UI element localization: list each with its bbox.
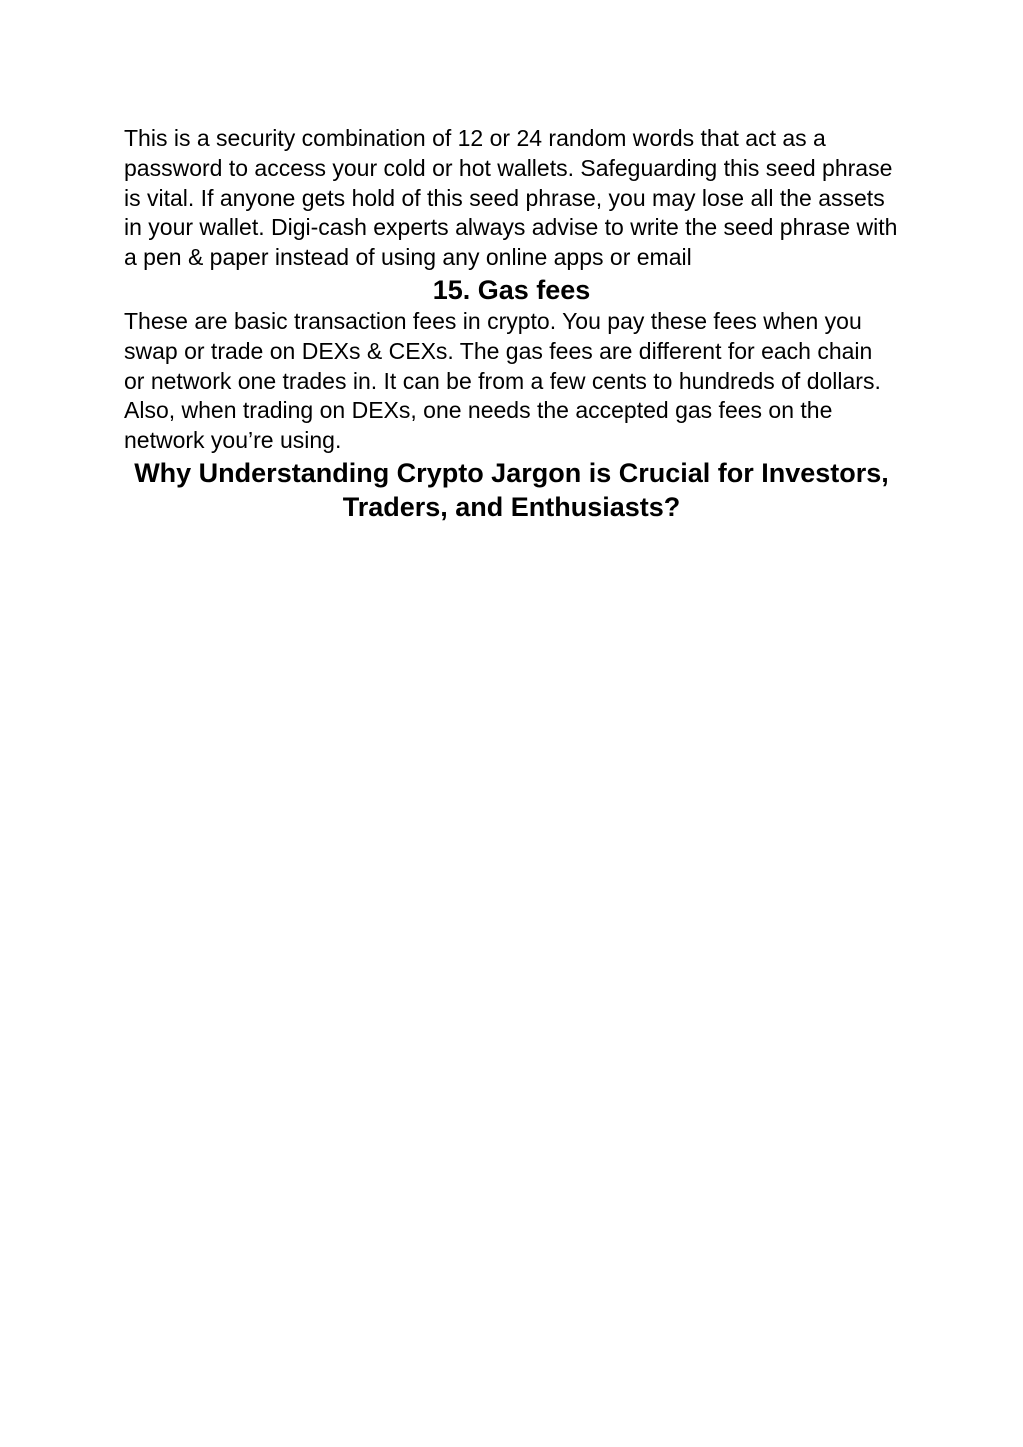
crypto-jargon-heading: Why Understanding Crypto Jargon is Crucial for Investors, Traders, and Enthusiasts? <box>134 457 889 522</box>
gas-fees-paragraph: These are basic transaction fees in crypto. You pay these fees when you swap or trade on DEXs & CEXs. The gas fees are different for each chain or network one trades in. It can be from a few cents to hundreds of dollars. Also, when trading on DEXs, one needs the accepted gas fees on the network you’re using. <box>124 307 881 454</box>
gas-fees-heading: 15. Gas fees <box>432 274 591 305</box>
seed-phrase-paragraph: This is a security combination of 12 or 24 random words that act as a password to access your cold or hot wallets. Safeguarding this seed phrase is vital. If anyone gets hold of this seed phrase, you may lose all the assets in your wallet. Digi-cash experts always advise to write the seed phrase with a pen & paper instead of using any online apps or email <box>124 125 898 271</box>
page-content <box>124 124 899 524</box>
